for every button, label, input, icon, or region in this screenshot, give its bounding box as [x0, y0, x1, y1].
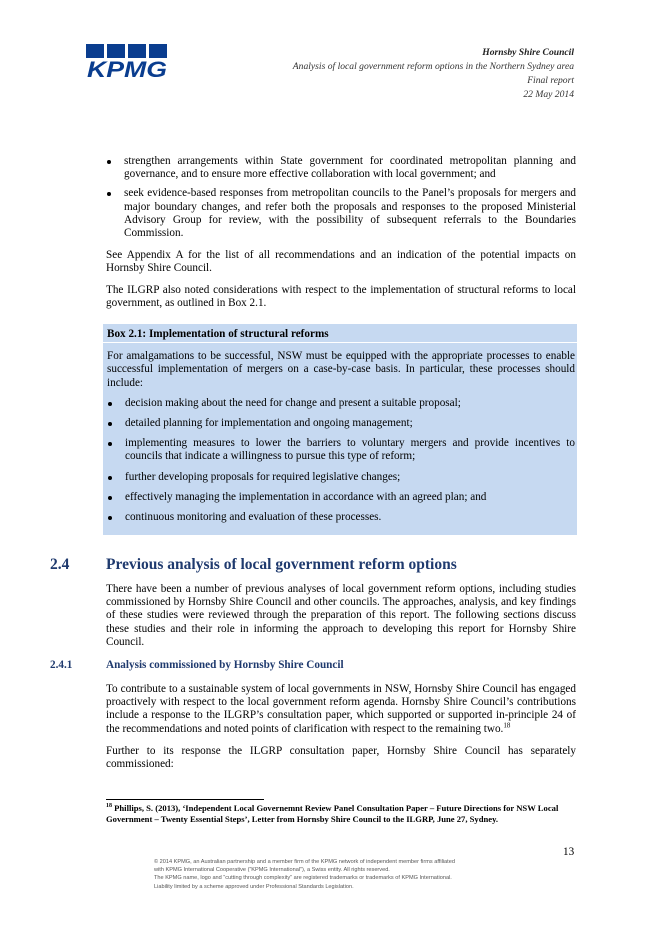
- footnote-number: 18: [106, 803, 112, 810]
- box-bullets: [107, 397, 575, 524]
- contribution-paragraph: To contribute to a sustainable system of local governments in NSW, Hornsby Shire Council has engaged proactively with respect to the local government reform agenda. Hornsby Shire Council’s contributions include a response to the ILGRP’s consultation paper, which supported or supported in-principle 24 of the recommendations and noted points of clarification with respect to the remaining two.$^{18}$: [106, 683, 576, 735]
- box-2-1: [103, 324, 577, 535]
- footnote: [106, 803, 576, 825]
- section-2-4-1-body: [106, 683, 576, 779]
- section-title: Previous analysis of local government reform options: [106, 556, 457, 573]
- list-item: further developing proposals for required legislative changes;: [107, 471, 575, 484]
- bullet-icon: [108, 476, 112, 480]
- box-content: [107, 328, 575, 531]
- bullet-icon: [108, 422, 112, 426]
- header-report-title: Analysis of local government reform options in the Northern Sydney area: [292, 61, 574, 72]
- recommendation-bullets: [106, 155, 576, 240]
- header-organisation: Hornsby Shire Council: [482, 47, 574, 58]
- list-item: strengthen arrangements within State government for coordinated metropolitan planning and governance, and to ensure more effective collaboration with local government; and: [106, 155, 576, 181]
- legal-footer: © 2014 KPMG, an Australian partnership and a member firm of the KPMG network of independent member firms affiliated with KPMG International Cooperative (“KPMG International”), a Swiss entity. All rights reserved. The KPMG name, logo and “cutting through complexity” are registered trademarks or trademarks of KPMG International. Liability limited by a scheme approved under Professional Standards Legislation.: [154, 859, 455, 890]
- intro-content: [106, 155, 576, 318]
- box-title: Box 2.1: Implementation of structural reforms: [107, 328, 329, 340]
- list-item: detailed planning for implementation and ongoing management;: [107, 417, 575, 430]
- footnote-text: Phillips, S. (2013), ‘Independent Local Governemnt Review Panel Consultation Paper – Future Directions for NSW Local Government – Twenty Essential Steps’, Letter from Hornsby Shire Council to the ILGRP, June 27, Sydney.: [106, 803, 559, 824]
- svg-text:KPMG: KPMG: [87, 57, 167, 80]
- subsection-number: 2.4.1: [50, 659, 73, 671]
- commissioned-paragraph: Further to its response the ILGRP consultation paper, Hornsby Shire Council has separately commissioned:: [106, 744, 576, 771]
- list-item: effectively managing the implementation in accordance with an agreed plan; and: [107, 491, 575, 504]
- footnote-reference: 18: [503, 720, 511, 729]
- bullet-icon: [107, 160, 111, 164]
- bullet-icon: [108, 496, 112, 500]
- appendix-paragraph: See Appendix A for the list of all recommendations and an indication of the potential impacts on Hornsby Shire Council.: [106, 249, 576, 275]
- header-status: Final report: [527, 75, 574, 86]
- box-intro: For amalgamations to be successful, NSW must be equipped with the appropriate processes to enable successful implementation of mergers on a case-by-case basis. In particular, these processes should include:: [107, 350, 575, 389]
- kpmg-logo: [86, 44, 170, 80]
- bullet-icon: [108, 516, 112, 520]
- section-2-4-body: There have been a number of previous analyses of local government reform options, including studies commissioned by Hornsby Shire Council and other councils. The approaches, analysis, and key findings of these studies were reviewed through the preparation of this report. The following sections discuss these studies and their role in informing the approach to developing this report for Hornsby Shire Council.: [106, 583, 576, 648]
- ilgrp-paragraph: The ILGRP also noted considerations with respect to the implementation of structural reforms to local government, as outlined in Box 2.1.: [106, 283, 576, 309]
- bullet-icon: [108, 402, 112, 406]
- page-number: 13: [563, 846, 575, 858]
- footnote-divider: [106, 799, 264, 800]
- subsection-title: Analysis commissioned by Hornsby Shire Council: [106, 659, 344, 671]
- list-item: decision making about the need for change and present a suitable proposal;: [107, 397, 575, 410]
- list-item: implementing measures to lower the barriers to voluntary mergers and provide incentives to councils that indicate a willingness to pursue this type of reform;: [107, 437, 575, 463]
- running-header: [293, 46, 574, 102]
- header-date: 22 May 2014: [523, 89, 574, 100]
- list-item: continuous monitoring and evaluation of these processes.: [107, 511, 575, 524]
- list-item: seek evidence-based responses from metropolitan councils to the Panel’s proposals for mergers and major boundary changes, and refer both the proposals and responses to the proposed Ministerial Advisory Group for review, with the possibility of subsequent referrals to the Boundaries Commission.: [106, 187, 576, 240]
- bullet-icon: [108, 442, 112, 446]
- section-number: 2.4: [50, 556, 70, 573]
- bullet-icon: [107, 192, 111, 196]
